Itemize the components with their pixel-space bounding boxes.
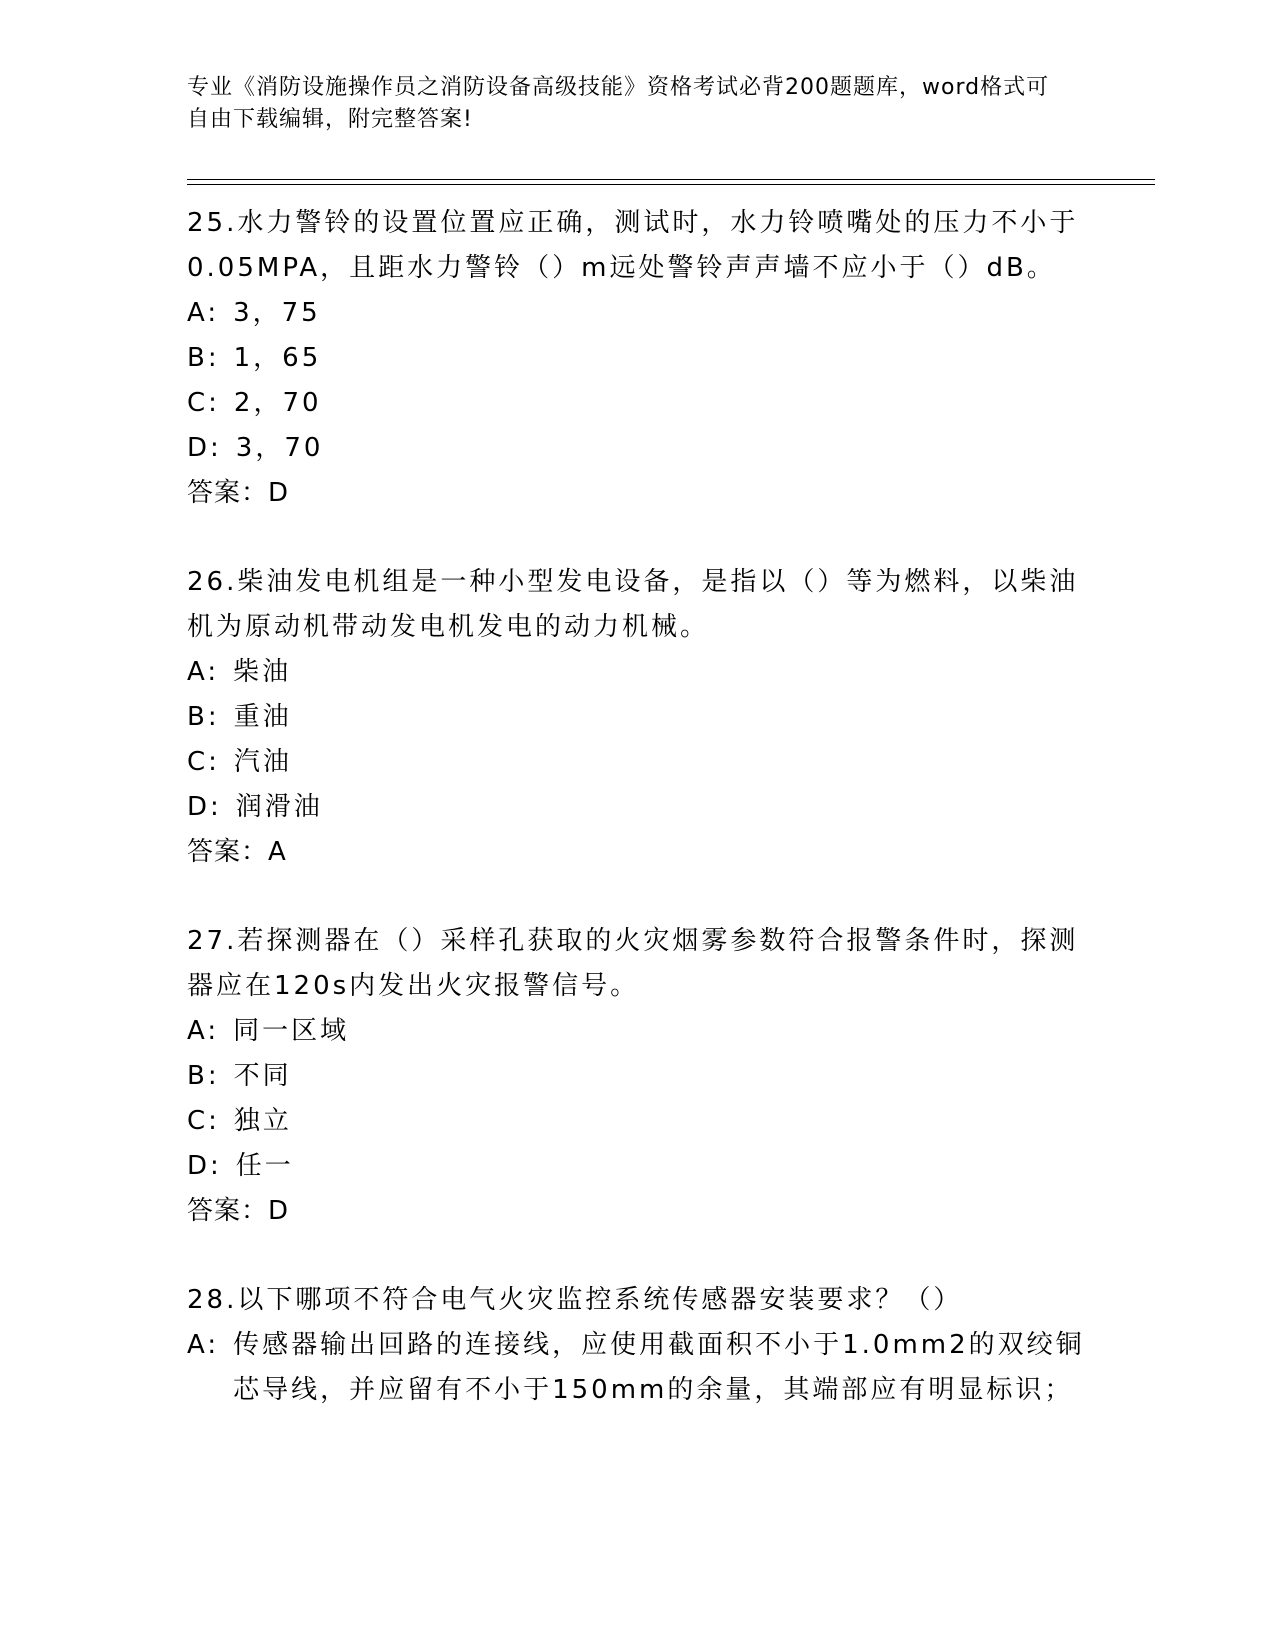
option-text: 润滑油: [235, 792, 323, 822]
option-letter: A:: [187, 1016, 220, 1046]
option-text: 汽油: [233, 747, 292, 777]
option-c: [187, 1099, 1087, 1144]
question-26: [187, 560, 1147, 875]
option-a: [187, 1009, 1087, 1054]
option-letter: B:: [187, 702, 220, 732]
answer-line: 答案：D: [187, 478, 290, 508]
option-c: [187, 381, 1087, 426]
answer-line: 答案：D: [187, 1196, 290, 1226]
option-text: 不同: [233, 1061, 292, 1091]
option-letter: B:: [187, 343, 220, 373]
option-d: [187, 785, 1087, 830]
option-letter: C:: [187, 1106, 220, 1136]
option-text: 独立: [233, 1106, 292, 1136]
question-stem: 27.若探测器在（）采样孔获取的火灾烟雾参数符合报警条件时，探测器应在120s内发出火灾报警信号。: [187, 926, 1079, 1001]
option-text: 3，70: [235, 433, 324, 463]
option-text: 任一: [235, 1151, 294, 1181]
option-text: 3，75: [233, 298, 321, 328]
option-list: [187, 291, 1147, 471]
question-stem: 25.水力警铃的设置位置应正确，测试时，水力铃喷嘴处的压力不小于0.05MPA，且距水力警铃（）m远处警铃声声墙不应小于（）dB。: [187, 208, 1079, 283]
header-divider: [187, 179, 1155, 185]
document-page: [187, 72, 1147, 1457]
option-a: [187, 291, 1087, 336]
option-list: [187, 650, 1147, 830]
option-letter: C:: [187, 747, 220, 777]
option-text: 重油: [233, 702, 292, 732]
option-d: [187, 426, 1087, 471]
option-list: [187, 1009, 1147, 1189]
answer-line: 答案：A: [187, 837, 287, 867]
question-28: [187, 1278, 1147, 1413]
option-letter: D:: [187, 792, 222, 822]
double-rule: [187, 179, 1155, 185]
option-text: 同一区域: [233, 1016, 350, 1046]
document-header: 专业《消防设施操作员之消防设备高级技能》资格考试必背200题题库，word格式可自由下载编辑，附完整答案!: [187, 75, 1050, 132]
option-text: 柴油: [233, 657, 292, 687]
option-letter: A:: [187, 1330, 220, 1360]
option-letter: B:: [187, 1061, 220, 1091]
option-c: [187, 740, 1087, 785]
option-letter: A:: [187, 298, 220, 328]
option-a: [187, 1323, 1087, 1413]
option-letter: D:: [187, 433, 222, 463]
question-stem: 26.柴油发电机组是一种小型发电设备，是指以（）等为燃料，以柴油机为原动机带动发电机发电的动力机械。: [187, 567, 1079, 642]
option-letter: C:: [187, 388, 220, 418]
question-stem: 28.以下哪项不符合电气火灾监控系统传感器安装要求？（）: [187, 1285, 963, 1315]
option-b: [187, 695, 1087, 740]
option-d: [187, 1144, 1087, 1189]
option-a: [187, 650, 1087, 695]
option-b: [187, 1054, 1087, 1099]
option-letter: D:: [187, 1151, 222, 1181]
question-27: [187, 919, 1147, 1234]
question-list: [187, 201, 1147, 1413]
question-25: [187, 201, 1147, 516]
option-text: 1，65: [233, 343, 322, 373]
option-text: 传感器输出回路的连接线，应使用截面积不小于1.0mm2的双绞铜芯导线，并应留有不小于150mm的余量，其端部应有明显标识；: [233, 1330, 1085, 1405]
option-letter: A:: [187, 657, 220, 687]
option-list: [187, 1323, 1147, 1413]
option-text: 2，70: [233, 388, 322, 418]
option-b: [187, 336, 1087, 381]
